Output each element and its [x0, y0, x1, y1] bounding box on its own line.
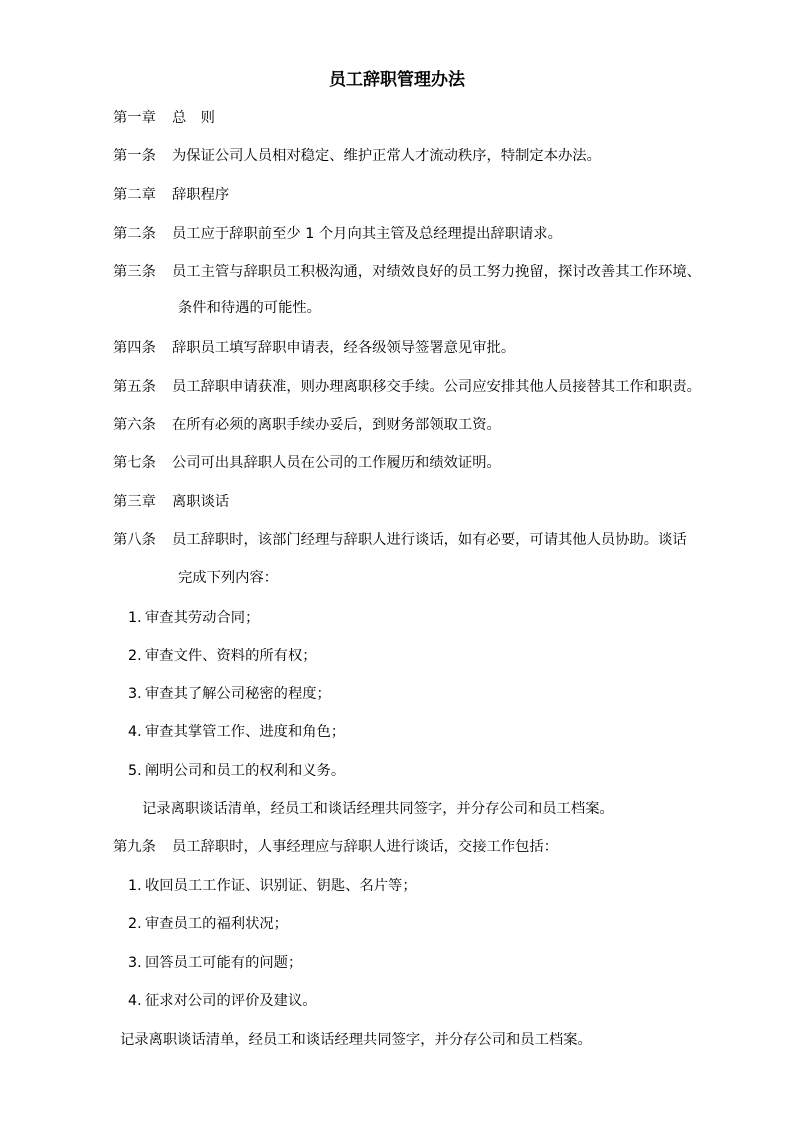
list-item: [128, 646, 317, 666]
article-4-label: 第四条: [113, 340, 156, 356]
article-2-text: 员工应于辞职前至少 1 个月向其主管及总经理提出辞职请求。: [172, 226, 562, 242]
list-item-number: 2.: [128, 916, 142, 932]
article-9-label: 第九条: [113, 839, 156, 855]
list-item-number: 1.: [128, 610, 142, 626]
chapter-2-heading: [113, 185, 229, 205]
article-8-label: 第八条: [113, 532, 156, 548]
article-9: [113, 837, 558, 857]
article-6-label: 第六条: [113, 417, 156, 433]
article-9-text: 员工辞职时，人事经理应与辞职人进行谈话，交接工作包括：: [172, 839, 559, 855]
article-1-text: 为保证公司人员相对稳定、维护正常人才流动秩序，特制定本办法。: [172, 148, 601, 164]
article-3-text: 员工主管与辞职员工积极沟通，对绩效良好的员工努力挽留，探讨改善其工作环境、: [172, 264, 701, 280]
article-4-text: 辞职员工填写辞职申请表，经各级领导签署意见审批。: [172, 340, 516, 356]
chapter-3-label: 第三章: [113, 494, 156, 510]
chapter-2-label: 第二章: [113, 187, 156, 203]
article-7-text: 公司可出具辞职人员在公司的工作履历和绩效证明。: [172, 455, 501, 471]
chapter-2-text: 辞职程序: [172, 187, 230, 203]
list-item: [128, 722, 345, 742]
article-9-note: 记录离职谈话清单，经员工和谈话经理共同签字，并分存公司和员工档案。: [120, 1032, 592, 1048]
list-item: [128, 991, 317, 1011]
list-item: [128, 684, 331, 704]
article-5: [113, 377, 701, 397]
list-item: [128, 761, 345, 781]
article-2: [113, 224, 562, 244]
article-6: [113, 415, 501, 435]
chapter-3-heading: [113, 492, 229, 512]
list-item-number: 3.: [128, 955, 142, 971]
list-item-text: 审查其了解公司秘密的程度；: [145, 686, 331, 702]
chapter-1-label: 第一章: [113, 110, 156, 126]
list-item-text: 审查员工的福利状况；: [145, 916, 288, 932]
article-8-note: 记录离职谈话清单，经员工和谈话经理共同签字，并分存公司和员工档案。: [142, 801, 614, 817]
article-1: [113, 146, 601, 166]
list-item: [128, 914, 288, 934]
list-item-number: 1.: [128, 878, 142, 894]
article-6-text: 在所有必须的离职手续办妥后，到财务部领取工资。: [172, 417, 501, 433]
article-7-label: 第七条: [113, 455, 156, 471]
list-item: [128, 953, 302, 973]
list-item-number: 4.: [128, 993, 142, 1009]
list-item-number: 4.: [128, 724, 142, 740]
article-4: [113, 338, 515, 358]
article-1-label: 第一条: [113, 148, 156, 164]
article-3-label: 第三条: [113, 264, 156, 280]
list-item-text: 征求对公司的评价及建议。: [145, 993, 317, 1009]
chapter-1-heading: [113, 108, 215, 128]
list-item-text: 阐明公司和员工的权利和义务。: [145, 763, 346, 779]
list-item-number: 2.: [128, 648, 142, 664]
list-item-text: 回答员工可能有的问题；: [145, 955, 303, 971]
article-7: [113, 453, 501, 473]
article-3-continuation: 条件和待遇的可能性。: [178, 300, 321, 316]
list-item-text: 审查其掌管工作、进度和角色；: [145, 724, 346, 740]
list-item-text: 审查文件、资料的所有权；: [145, 648, 317, 664]
chapter-1-text: 总 则: [172, 110, 215, 126]
list-item-text: 收回员工工作证、识别证、钥匙、名片等；: [145, 878, 417, 894]
article-3: [113, 262, 701, 282]
article-2-label: 第二条: [113, 226, 156, 242]
list-item-text: 审查其劳动合同；: [145, 610, 260, 626]
article-8: [113, 530, 687, 550]
article-5-text: 员工辞职申请获准，则办理离职移交手续。公司应安排其他人员接替其工作和职责。: [172, 379, 701, 395]
document-title: 员工辞职管理办法: [329, 70, 465, 90]
list-item: [128, 876, 417, 896]
list-item-number: 5.: [128, 763, 142, 779]
chapter-3-text: 离职谈话: [172, 494, 230, 510]
article-8-text: 员工辞职时，该部门经理与辞职人进行谈话，如有必要，可请其他人员协助。谈话: [172, 532, 687, 548]
article-8-continuation: 完成下列内容：: [178, 570, 279, 586]
article-5-label: 第五条: [113, 379, 156, 395]
list-item-number: 3.: [128, 686, 142, 702]
list-item: [128, 608, 259, 628]
